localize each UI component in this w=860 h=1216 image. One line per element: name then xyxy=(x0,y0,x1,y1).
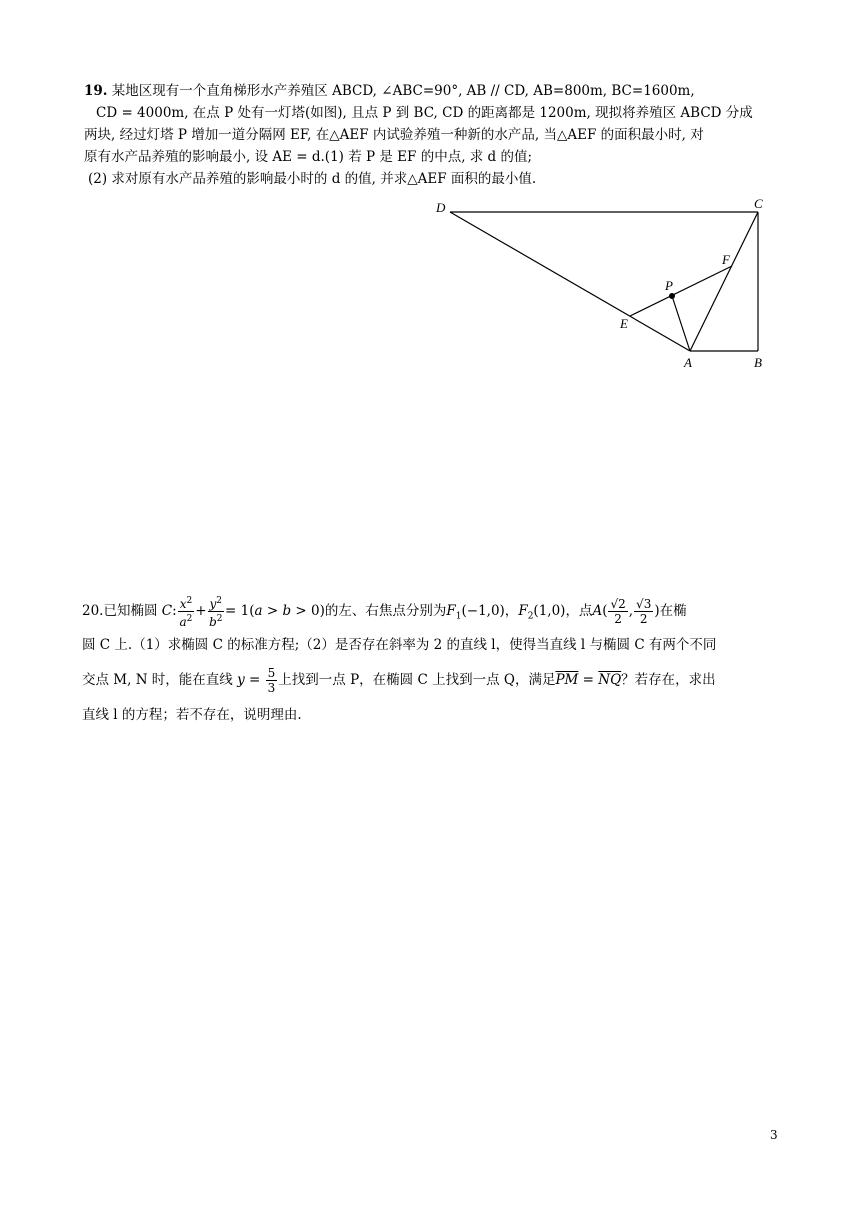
q20-line-4: 直线 l 的方程；若不存在，说明理由. xyxy=(82,707,302,723)
q20-line-1: 20.已知椭圆 C: $\frac{x^2}{a^2}$ + $\frac{y^2}{b^2}$ = 1(a > b > 0)的左、右焦点分别为$F_1(-1,0)$，$F_2(1,0)$，点A( $\frac{√2}{2}$ , $\frac{√3}{2}$ )在椭 xyxy=(82,596,687,629)
page-number: 3 xyxy=(770,1128,778,1142)
q20-text-1d: 在椭 xyxy=(659,603,687,619)
q20-line-3: 交点 M, N 时，能在直线 y = $\frac{5}{3}$ 上找到一点 P，在椭圆 C 上找到一点 Q，满足$\overline{PM} = \overline{NQ}$？若存在，求出 xyxy=(82,666,716,695)
fraction-sqrt3-2: $\frac{√3}{2}$ xyxy=(636,597,652,626)
q20-line-2: 圆 C 上.（1）求椭圆 C 的标准方程;（2）是否存在斜率为 2 的直线 l，使得当直线 l 与椭圆 C 有两个不同 xyxy=(82,637,717,653)
fraction-sqrt2-2: $\frac{√2}{2}$ xyxy=(610,597,626,626)
q19-line-4: 原有水产品养殖的影响最小, 设 AE = d.(1) 若 P 是 EF 的中点, 求 d 的值; xyxy=(84,149,533,165)
fraction-5-3: $\frac{5}{3}$ xyxy=(267,666,276,695)
q20-text-1a: 已知椭圆 xyxy=(103,603,158,619)
fraction-x2-a2: $\frac{x^2}{a^2}$ xyxy=(179,596,193,629)
q20-text-3a: 交点 M, N 时，能在直线 xyxy=(82,672,233,688)
q20-text-1b: 的左、右焦点分别为 xyxy=(324,603,447,619)
q19-line-1 xyxy=(84,80,695,102)
q19-line-2: CD = 4000m, 在点 P 处有一灯塔(如图), 且点 P 到 BC, CD 的距离都是 1200m, 现拟将养殖区 ABCD 分成 xyxy=(96,105,753,121)
q20-text-1c: ，点 xyxy=(565,603,593,619)
label-p: P xyxy=(665,278,673,293)
q19-line-5: (2) 求对原有水产品养殖的影响最小时的 d 的值, 并求△AEF 面积的最小值. xyxy=(88,171,537,187)
q20-text-3b: 上找到一点 P，在椭圆 C 上找到一点 Q，满足 xyxy=(278,672,556,688)
label-d: D xyxy=(436,200,446,215)
label-e: E xyxy=(620,316,628,331)
trapezoid-diagram xyxy=(430,196,780,372)
q20-text-3c: ？若存在，求出 xyxy=(621,672,716,688)
segment-ef xyxy=(630,266,732,316)
vector-equation: $\overline{PM} = \overline{NQ}$ xyxy=(555,672,622,688)
point-p-dot xyxy=(669,293,675,299)
q19-line-3: 两块, 经过灯塔 P 增加一道分隔网 EF, 在△AEF 内试验养殖一种新的水产品, 当△AEF 的面积最小时, 对 xyxy=(84,127,704,143)
label-a: A xyxy=(684,355,692,370)
q19-number: 19. xyxy=(84,83,108,99)
q20-number: 20. xyxy=(82,603,104,619)
label-b: B xyxy=(754,355,762,370)
label-f: F xyxy=(722,252,730,267)
segment-da xyxy=(450,212,690,351)
q19-text-1: 某地区现有一个直角梯形水产养殖区 ABCD, ∠ABC=90°, AB // CD, AB=800m, BC=1600m, xyxy=(111,83,695,99)
fraction-y2-b2: $\frac{y^2}{b^2}$ xyxy=(209,596,223,629)
label-c: C xyxy=(754,196,763,211)
